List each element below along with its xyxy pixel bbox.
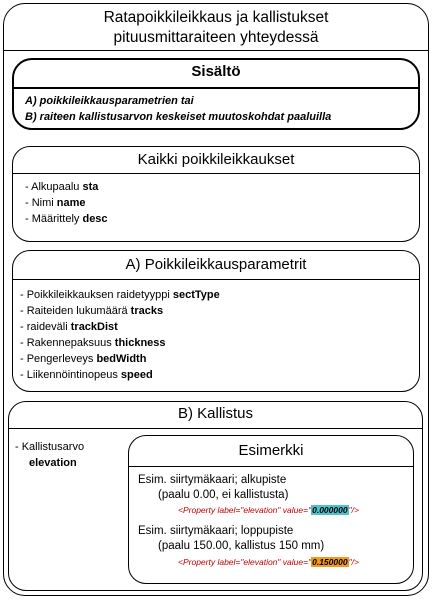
example-1-line-2: (paalu 0.00, ei kallistusta) [158,489,289,501]
example-2-line-2: (paalu 150.00, kallistus 150 mm) [158,540,325,552]
section-a-item-tracks: - Raiteiden lukumäärä tracks [20,305,164,317]
kaikki-heading: Kaikki poikkileikkaukset [137,151,295,168]
example-2-value-highlight: 0.150000 [312,557,348,567]
kaikki-item-desc: - Määrittely desc [25,213,108,225]
esimerkki-heading: Esimerkki [238,442,304,459]
kaikki-item-sta: - Alkupaalu sta [25,181,99,193]
section-a-item-thickness: - Rakennepaksuus thickness [20,337,166,349]
example-1-code: <Property label="elevation" value="0.000000"/> [178,505,359,515]
example-2-code: <Property label="elevation" value="0.150000"/> [178,557,359,567]
section-b-divider [9,428,422,429]
section-b-item-key: elevation [29,457,77,469]
title-divider [4,50,428,51]
section-a-item-trackdist: - raideväli trackDist [20,321,118,333]
sisalto-line-b: B) raiteen kallistusarvon keskeiset muutoskohdat paaluilla [25,111,332,123]
section-b-heading: B) Kallistus [177,405,254,422]
section-a-item-bedwidth: - Pengerleveys bedWidth [20,353,147,365]
sisalto-line-a: A) poikkileikkausparametrien tai [25,95,194,107]
section-a-item-speed: - Liikennöintinopeus speed [20,369,153,381]
section-a-item-secttype: - Poikkileikkauksen raidetyyppi sectType [20,289,220,301]
example-2-line-1: Esim. siirtymäkaari; loppupiste [138,525,294,537]
example-1-value-highlight: 0.000000 [312,505,348,515]
kaikki-divider [13,173,419,174]
section-a-divider [13,279,419,280]
section-a-heading: A) Poikkileikkausparametrit [125,256,307,273]
esimerkki-divider [129,466,413,467]
title-line-2: pituusmittaraiteen yhteydessä [113,29,319,46]
section-b-item-text: - Kallistusarvo [15,441,85,453]
diagram-title [3,8,429,48]
title-line-1: Ratapoikkileikkaus ja kallistukset [103,9,329,26]
sisalto-heading: Sisältö [191,63,241,80]
kaikki-item-name: - Nimi name [25,197,86,209]
sisalto-divider [13,87,419,89]
example-1-line-1: Esim. siirtymäkaari; alkupiste [138,474,287,486]
